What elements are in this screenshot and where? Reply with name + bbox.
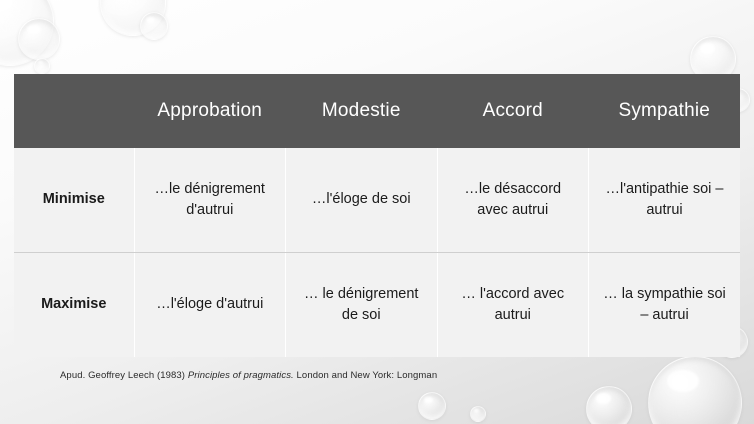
- column-header-approbation: Approbation: [134, 74, 286, 148]
- politeness-maxims-table: [14, 74, 740, 357]
- table-header-row: [14, 74, 740, 148]
- row-header-minimise: Minimise: [14, 148, 134, 253]
- cell-minimise-accord: …le désaccord avec autrui: [437, 148, 589, 253]
- source-title: Principles of pragmatics.: [187, 370, 294, 381]
- cell-maximise-sympathie: … la sympathie soi – autrui: [589, 253, 741, 358]
- column-header-accord: Accord: [437, 74, 589, 148]
- decorative-bubble-icon: [18, 18, 60, 60]
- cell-maximise-accord: … l'accord avec autrui: [437, 253, 589, 358]
- cell-minimise-approbation: …le dénigrement d'autrui: [134, 148, 286, 253]
- decorative-bubble-icon: [34, 58, 50, 74]
- row-header-maximise: Maximise: [14, 253, 134, 358]
- cell-maximise-modestie: … le dénigrement de soi: [286, 253, 438, 358]
- cell-maximise-approbation: …l'éloge d'autrui: [134, 253, 286, 358]
- decorative-bubble-icon: [0, 0, 54, 66]
- decorative-bubble-icon: [648, 356, 742, 424]
- decorative-bubble-icon: [470, 406, 486, 422]
- column-header-sympathie: Sympathie: [589, 74, 741, 148]
- source-suffix: London and New York: Longman: [296, 370, 438, 381]
- cell-minimise-modestie: …l'éloge de soi: [286, 148, 438, 253]
- source-citation: [60, 370, 437, 381]
- decorative-bubble-icon: [140, 12, 168, 40]
- table-corner-cell: [14, 74, 134, 148]
- table-header: [14, 74, 740, 148]
- table-row: [14, 253, 740, 358]
- politeness-maxims-table-wrapper: [14, 74, 740, 357]
- decorative-bubble-icon: [100, 0, 166, 36]
- source-prefix: Apud. Geoffrey Leech (1983): [60, 370, 186, 381]
- column-header-modestie: Modestie: [286, 74, 438, 148]
- decorative-bubble-icon: [586, 386, 632, 424]
- table-body: [14, 148, 740, 357]
- cell-minimise-sympathie: …l'antipathie soi – autrui: [589, 148, 741, 253]
- decorative-bubble-icon: [418, 392, 446, 420]
- table-row: [14, 148, 740, 253]
